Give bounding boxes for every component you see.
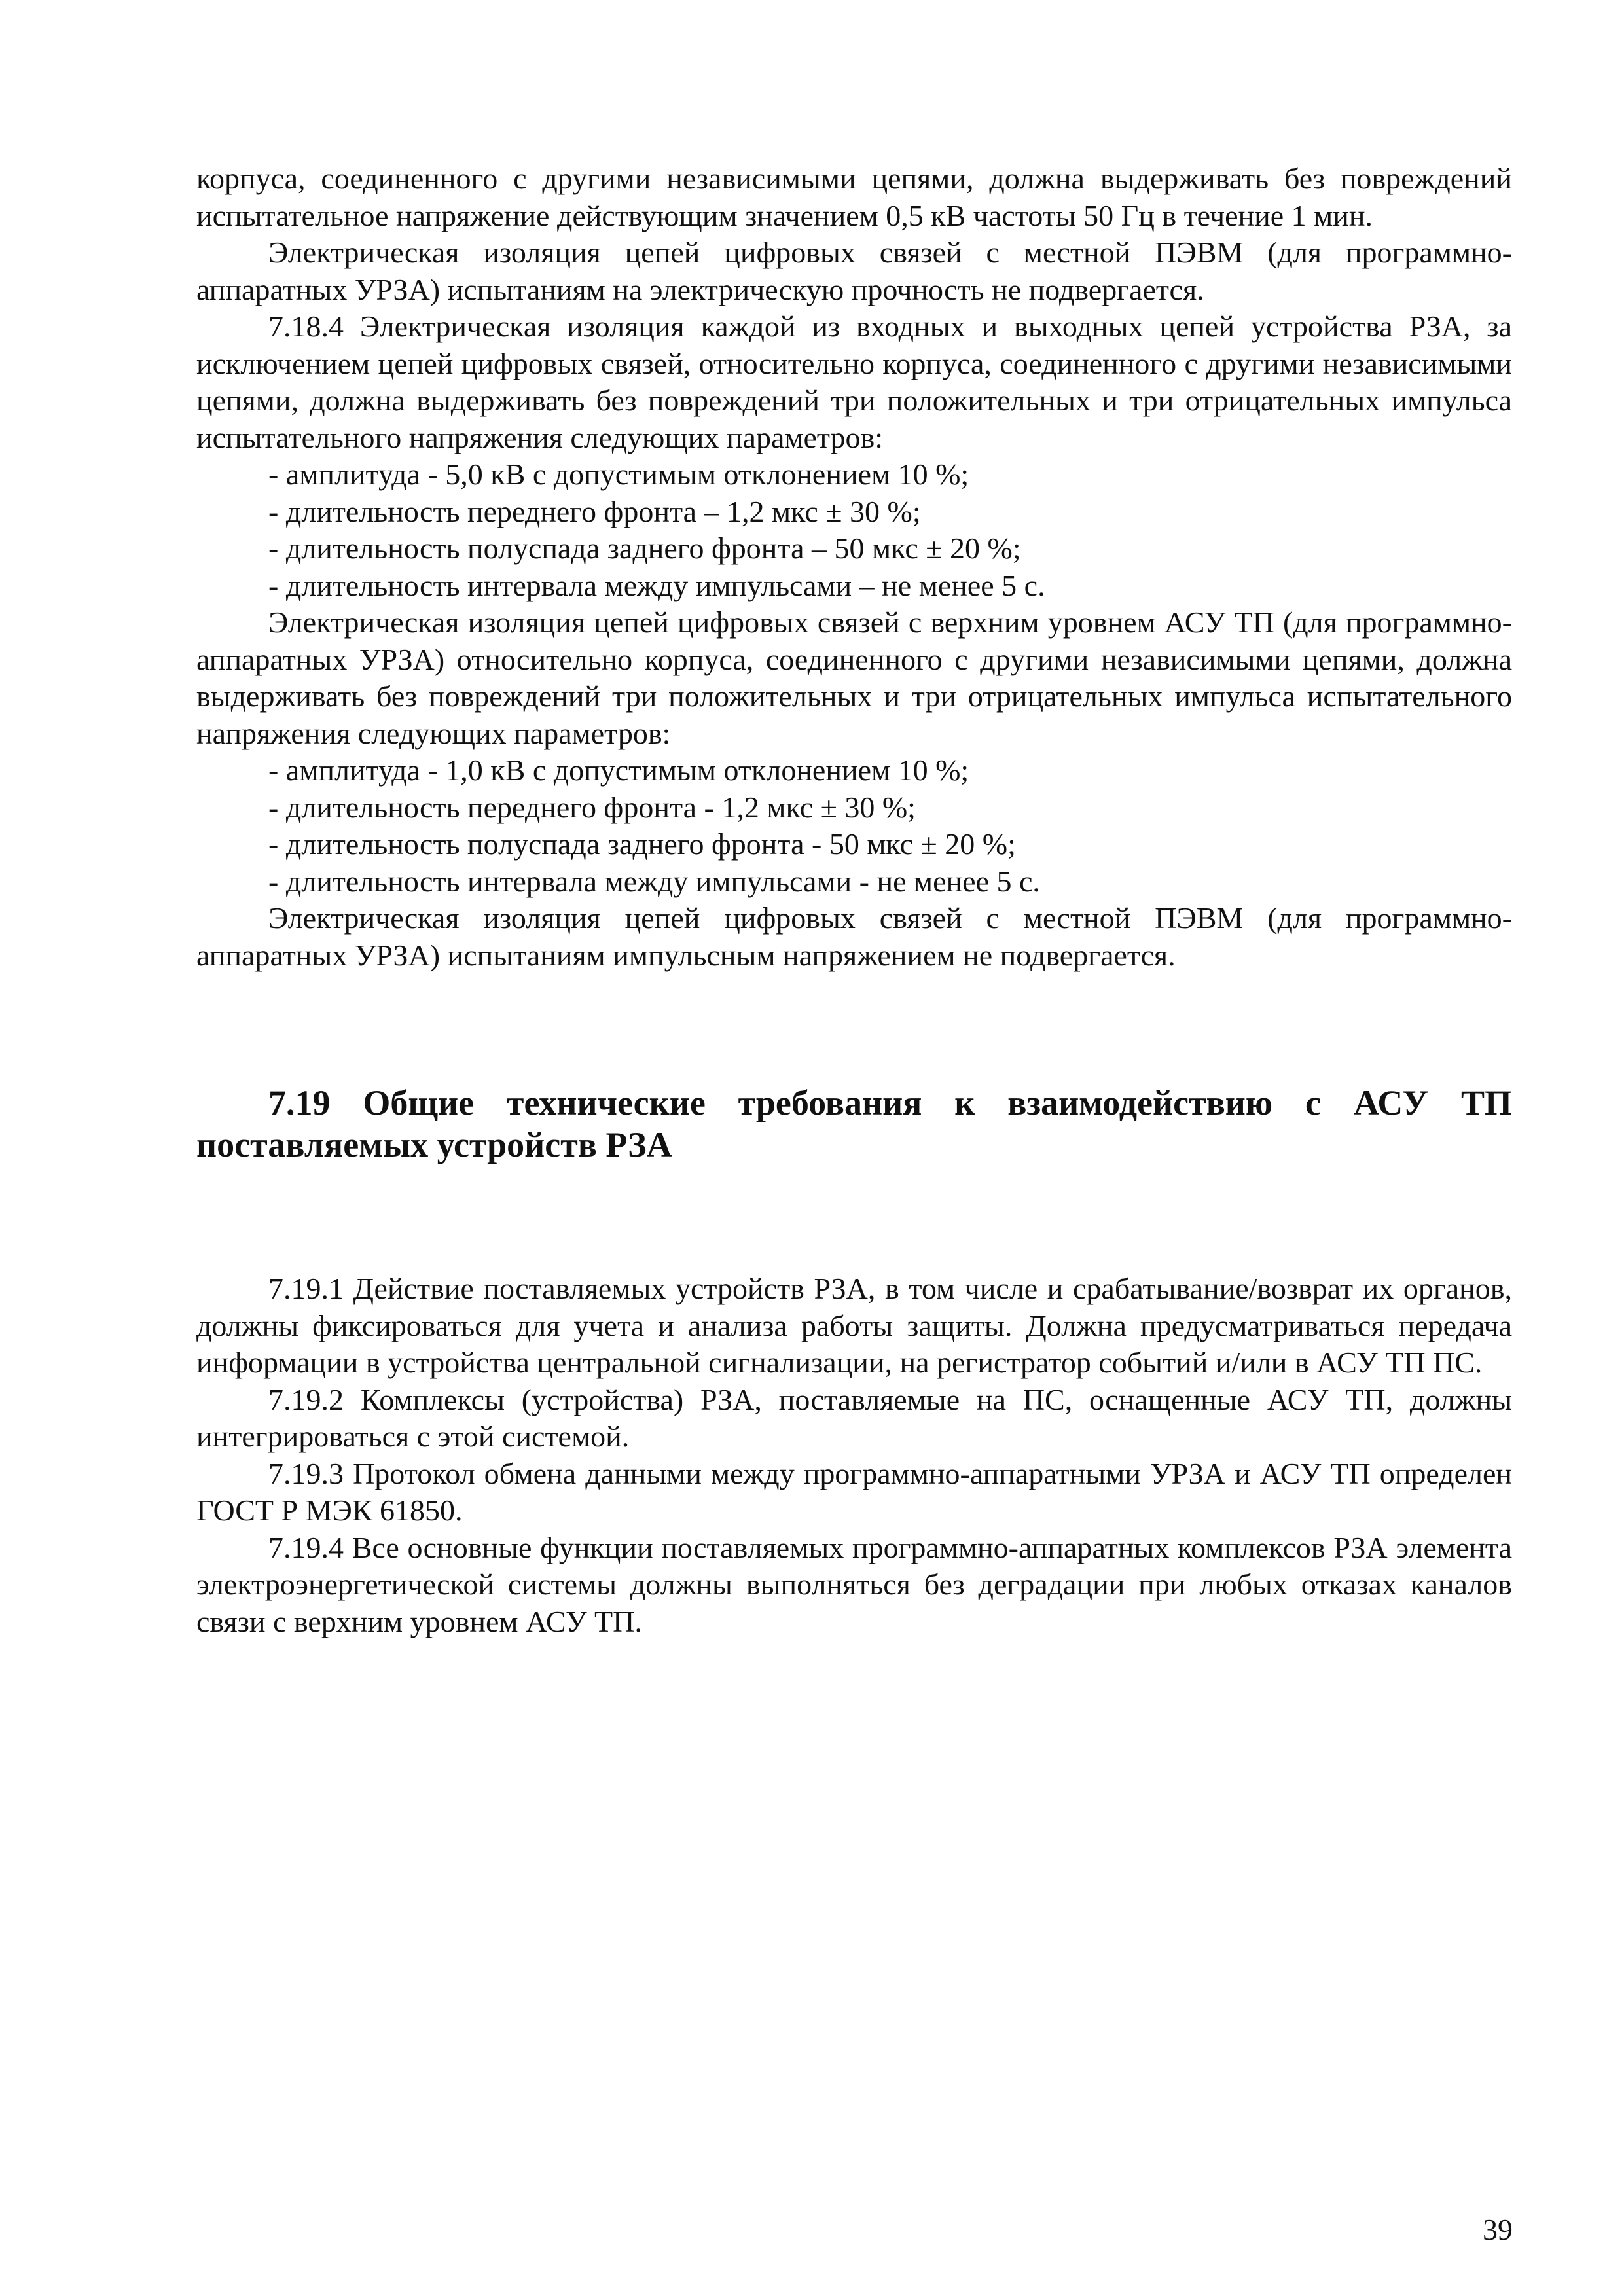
paragraph-7-19-3: 7.19.3 Протокол обмена данными между программно-аппаратными УРЗА и АСУ ТП определен ГОСТ Р МЭК 61850. bbox=[196, 1456, 1512, 1527]
list-item: - длительность интервала между импульсами – не менее 5 с. bbox=[196, 567, 1512, 605]
list-item: - амплитуда - 1,0 кВ с допустимым отклонением 10 %; bbox=[196, 752, 1512, 789]
paragraph-7-19-1: 7.19.1 Действие поставляемых устройств РЗА, в том числе и срабатывание/возврат их органов, должны фиксироваться для учета и анализа работы защиты. Должна предусматриваться передача информации в устройства центральной сигнализации, на регистратор событий и/или в АСУ ТП ПС. bbox=[196, 1272, 1512, 1379]
paragraph-continuation: корпуса, соединенного с другими независимыми цепями, должна выдерживать без повреждений испытательное напряжение действующим значением 0,5 кВ частоты 50 Гц в течение 1 мин. bbox=[196, 162, 1512, 232]
list-item: - длительность переднего фронта - 1,2 мкс ± 30 %; bbox=[196, 789, 1512, 827]
section-heading-7-19: 7.19 Общие технические требования к взаимодействию с АСУ ТП поставляемых устройств РЗА bbox=[196, 1083, 1512, 1164]
section-heading-block bbox=[196, 1082, 1512, 1166]
paragraph-7-19-4: 7.19.4 Все основные функции поставляемых программно-аппаратных комплексов РЗА элемента электроэнергетической системы должны выполняться без деградации при любых отказах каналов связи с верхним уровнем АСУ ТП. bbox=[196, 1530, 1512, 1638]
impulse-parameters-list-2 bbox=[196, 752, 1512, 900]
paragraph-7-19-2: 7.19.2 Комплексы (устройства) РЗА, поставляемые на ПС, оснащенные АСУ ТП, должны интегрироваться с этой системой. bbox=[196, 1382, 1512, 1453]
document-page bbox=[196, 160, 1512, 1640]
paragraph-upper-level-insulation: Электрическая изоляция цепей цифровых связей с верхним уровнем АСУ ТП (для программно-аппаратных УРЗА) относительно корпуса, соединенного с другими независимыми цепями, должна выдерживать без повреждений три положительных и три отрицательных импульса испытательного напряжения следующих параметров: bbox=[196, 605, 1512, 750]
paragraph-7-18-4: 7.18.4 Электрическая изоляция каждой из входных и выходных цепей устройства РЗА, за исключением цепей цифровых связей, относительно корпуса, соединенного с другими независимыми цепями, должна выдерживать без повреждений три положительных и три отрицательных импульса испытательного напряжения следующих параметров: bbox=[196, 310, 1512, 454]
list-item: - амплитуда - 5,0 кВ с допустимым отклонением 10 %; bbox=[196, 456, 1512, 493]
list-item: - длительность полуспада заднего фронта – 50 мкс ± 20 %; bbox=[196, 530, 1512, 567]
list-item: - длительность полуспада заднего фронта - 50 мкс ± 20 %; bbox=[196, 826, 1512, 863]
list-item: - длительность переднего фронта – 1,2 мкс ± 30 %; bbox=[196, 493, 1512, 531]
page-number: 39 bbox=[1483, 2213, 1513, 2246]
paragraph-pevm-insulation: Электрическая изоляция цепей цифровых связей с местной ПЭВМ (для программно-аппаратных УРЗА) испытаниям на электрическую прочность не подвергается. bbox=[196, 236, 1512, 306]
paragraph-pevm-impulse: Электрическая изоляция цепей цифровых связей с местной ПЭВМ (для программно-аппаратных УРЗА) испытаниям импульсным напряжением не подвергается. bbox=[196, 901, 1512, 972]
impulse-parameters-list-1 bbox=[196, 456, 1512, 604]
list-item: - длительность интервала между импульсами - не менее 5 с. bbox=[196, 863, 1512, 901]
